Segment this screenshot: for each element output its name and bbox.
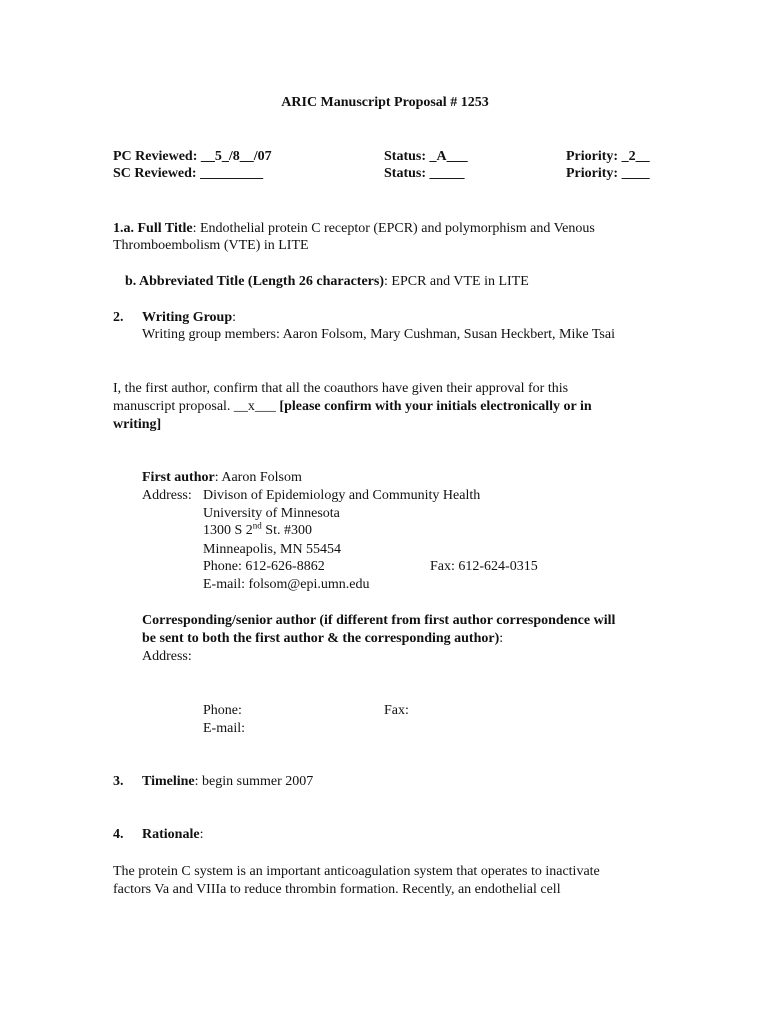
- rationale-label: Rationale: [142, 827, 200, 842]
- first-author-address-label: Address:: [142, 488, 192, 503]
- corresponding-fax-label: Fax:: [384, 703, 409, 718]
- corresponding-line-1: Corresponding/senior author (if different from first author correspondence will: [142, 613, 616, 628]
- rationale-line-1: The protein C system is an important anticoagulation system that operates to inactivate: [113, 864, 600, 879]
- full-title-line-1: [113, 220, 595, 237]
- status-2-label: Status:: [384, 166, 427, 181]
- rationale-line-2: factors Va and VIIIa to reduce thrombin formation. Recently, an endothelial cell: [113, 882, 561, 897]
- full-title-text-1: : Endothelial protein C receptor (EPCR) and polymorphism and Venous: [192, 221, 595, 236]
- status-1: [384, 148, 468, 165]
- first-author-address-1: Divison of Epidemiology and Community Health: [203, 488, 481, 503]
- confirm-line-2: [113, 398, 592, 415]
- pc-reviewed: [113, 148, 272, 165]
- corresponding-line-2-text: be sent to both the first author & the corresponding author): [142, 631, 500, 646]
- confirm-line-3: writing]: [113, 417, 162, 432]
- status-2: [384, 165, 465, 182]
- confirm-instruction: [please confirm with your initials electronically or in: [279, 399, 592, 414]
- first-author-label: First author: [142, 470, 215, 485]
- writing-group-number: 2.: [113, 310, 124, 325]
- priority-2-label: Priority:: [566, 166, 619, 181]
- sc-reviewed: [113, 165, 263, 182]
- abbreviated-title: [125, 273, 529, 290]
- first-author-email: E-mail: folsom@epi.umn.edu: [203, 577, 370, 592]
- first-author-fax: Fax: 612-624-0315: [430, 559, 538, 574]
- first-author-phone: Phone: 612-626-8862: [203, 559, 325, 574]
- full-title-line-2: Thromboembolism (VTE) in LITE: [113, 238, 309, 253]
- rationale-number: 4.: [113, 827, 124, 842]
- corresponding-line-2: [142, 630, 503, 647]
- priority-1-value: _2__: [621, 149, 650, 164]
- priority-1: [566, 148, 650, 165]
- abbreviated-title-value: : EPCR and VTE in LITE: [384, 274, 529, 289]
- sc-reviewed-value: _________: [200, 166, 264, 181]
- timeline-value: : begin summer 2007: [194, 774, 314, 789]
- priority-1-label: Priority:: [566, 149, 619, 164]
- corresponding-phone-label: Phone:: [203, 703, 242, 718]
- writing-group-label: Writing Group: [142, 310, 233, 325]
- pc-reviewed-value: __5_/8__/07: [200, 149, 272, 164]
- first-author-address-4: Minneapolis, MN 55454: [203, 542, 342, 557]
- abbreviated-title-label: b. Abbreviated Title (Length 26 characters): [125, 274, 384, 289]
- corresponding-address-label: Address:: [142, 649, 192, 664]
- confirm-initials: manuscript proposal. __x___: [113, 399, 280, 414]
- sc-reviewed-label: SC Reviewed:: [113, 166, 197, 181]
- first-author-address-3: [203, 522, 312, 539]
- corresponding-colon: :: [499, 631, 504, 646]
- priority-2: [566, 165, 650, 182]
- status-1-value: _A___: [429, 149, 468, 164]
- address-3-post: St. #300: [261, 523, 312, 538]
- rationale-heading: [142, 826, 203, 843]
- priority-2-value: ____: [621, 166, 650, 181]
- first-author: [142, 469, 302, 486]
- writing-group-members: Writing group members: Aaron Folsom, Mary Cushman, Susan Heckbert, Mike Tsai: [142, 327, 615, 342]
- document-title: ARIC Manuscript Proposal # 1253: [281, 95, 489, 110]
- first-author-name: : Aaron Folsom: [214, 470, 302, 485]
- status-1-label: Status:: [384, 149, 427, 164]
- full-title-label: 1.a. Full Title: [113, 221, 193, 236]
- corresponding-email-label: E-mail:: [203, 721, 245, 736]
- timeline-label: Timeline: [142, 774, 195, 789]
- writing-group-heading: [142, 309, 236, 326]
- address-3-pre: 1300 S 2: [203, 523, 253, 538]
- timeline-number: 3.: [113, 774, 124, 789]
- pc-reviewed-label: PC Reviewed:: [113, 149, 198, 164]
- confirm-line-1: I, the first author, confirm that all the coauthors have given their approval for this: [113, 381, 569, 396]
- address-3-sup: nd: [252, 520, 262, 531]
- status-2-value: _____: [429, 166, 465, 181]
- timeline: [142, 773, 313, 790]
- first-author-address-2: University of Minnesota: [203, 506, 340, 521]
- rationale-colon: :: [199, 827, 204, 842]
- writing-group-colon: :: [232, 310, 237, 325]
